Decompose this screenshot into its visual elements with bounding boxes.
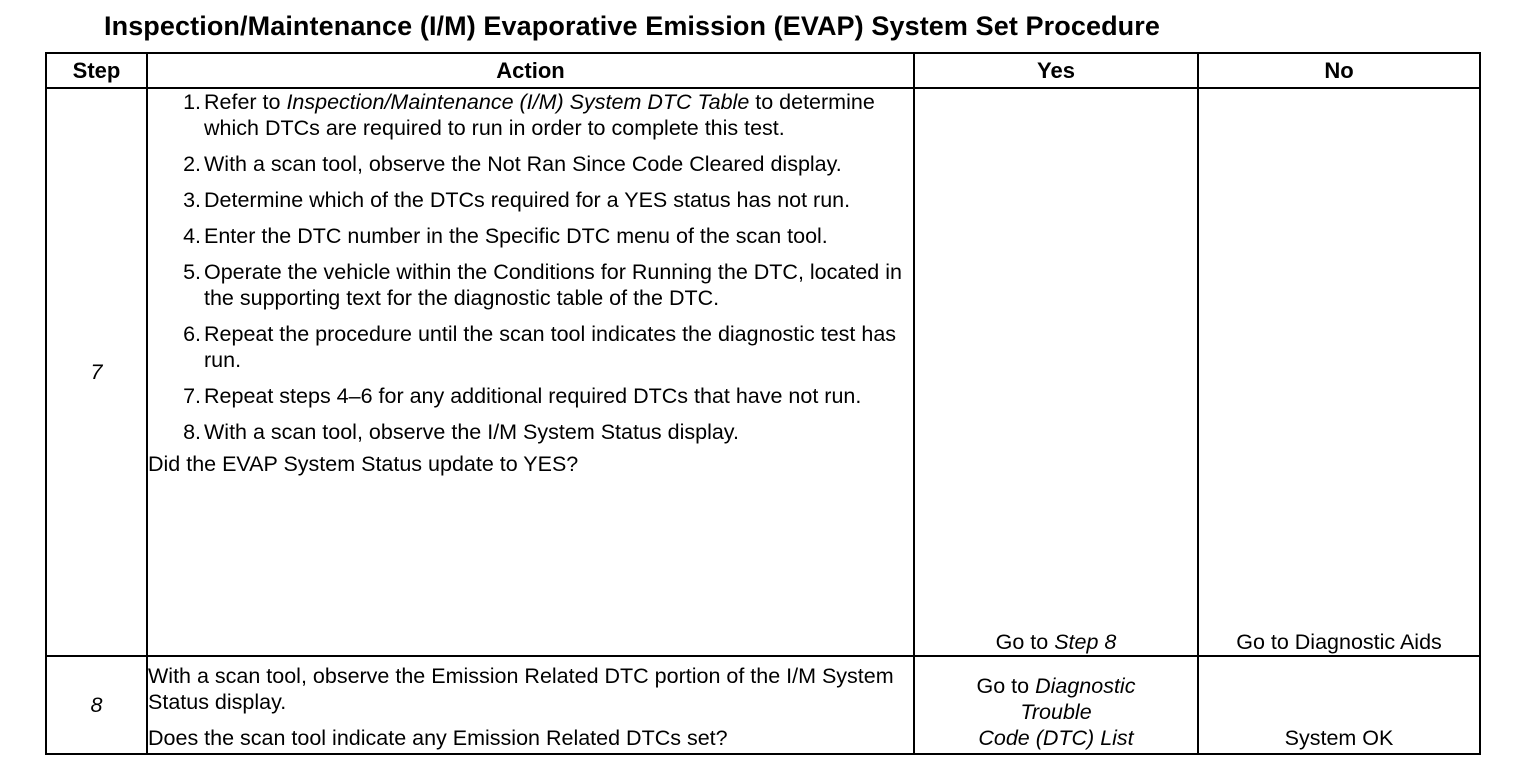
go-to-dtc-list-link[interactable] xyxy=(915,673,1197,751)
go-to-diagnostic-aids-link[interactable]: Go to Diagnostic Aids xyxy=(1236,630,1442,654)
table-reference-link[interactable]: Inspection/Maintenance (I/M) System DTC Table xyxy=(286,90,750,114)
step-question: Did the EVAP System Status update to YES? xyxy=(148,452,579,476)
item-text-pre: Refer to xyxy=(204,90,287,114)
item-text: Repeat steps 4–6 for any additional required DTCs that have not run. xyxy=(204,384,862,408)
item-text: Determine which of the DTCs required for a YES status has not run. xyxy=(204,188,851,212)
item-text: Enter the DTC number in the Specific DTC menu of the scan tool. xyxy=(204,224,828,248)
procedure-table xyxy=(45,52,1481,755)
list-item xyxy=(148,321,913,373)
item-text-post: to determine which DTCs are required to run in order to complete this test. xyxy=(204,90,875,140)
table-row-step-8 xyxy=(46,656,1480,754)
header-action: Action xyxy=(147,53,914,88)
step-number: 8 xyxy=(46,656,147,754)
list-item xyxy=(148,383,913,409)
header-step: Step xyxy=(46,53,147,88)
item-text xyxy=(204,89,913,141)
item-number: 7. xyxy=(183,384,201,408)
item-number: 4. xyxy=(183,224,201,248)
system-ok-text: System OK xyxy=(1284,726,1394,750)
yes-ref-line-2: Trouble xyxy=(1020,700,1092,724)
table-header-row xyxy=(46,53,1480,88)
item-number: 3. xyxy=(183,188,201,212)
step-number: 7 xyxy=(46,88,147,656)
list-item xyxy=(148,89,913,141)
go-to-step-8-link[interactable]: Step 8 xyxy=(1054,630,1117,654)
header-no: No xyxy=(1198,53,1480,88)
page-title: Inspection/Maintenance (I/M) Evaporative Emission (EVAP) System Set Procedure xyxy=(104,11,1160,41)
yes-text-pre: Go to xyxy=(995,630,1055,654)
item-number: 6. xyxy=(183,322,201,346)
action-step-list xyxy=(148,89,913,445)
action-cell xyxy=(147,656,914,754)
yes-ref-line-1: Diagnostic xyxy=(1035,674,1136,698)
yes-text-pre: Go to xyxy=(976,674,1036,698)
list-item xyxy=(148,151,913,177)
item-text: Repeat the procedure until the scan tool indicates the diagnostic test has run. xyxy=(204,322,897,372)
yes-ref-line-3: Code (DTC) List xyxy=(978,726,1134,750)
item-number: 2. xyxy=(183,152,201,176)
step-instruction: With a scan tool, observe the Emission Related DTC portion of the I/M System Status display. xyxy=(148,664,894,714)
no-cell xyxy=(1198,88,1480,656)
item-text: Operate the vehicle within the Conditions for Running the DTC, located in the supporting text for the diagnostic table of the DTC. xyxy=(204,260,902,310)
item-number: 8. xyxy=(183,420,201,444)
item-number: 5. xyxy=(183,260,201,284)
no-cell xyxy=(1198,656,1480,754)
item-text: With a scan tool, observe the I/M System Status display. xyxy=(204,420,739,444)
header-yes: Yes xyxy=(914,53,1198,88)
step-question: Does the scan tool indicate any Emission Related DTCs set? xyxy=(148,726,728,750)
item-text: With a scan tool, observe the Not Ran Since Code Cleared display. xyxy=(204,152,842,176)
yes-cell xyxy=(914,88,1198,656)
list-item xyxy=(148,223,913,249)
list-item xyxy=(148,187,913,213)
yes-cell xyxy=(914,656,1198,754)
item-number: 1. xyxy=(183,90,201,114)
table-row-step-7 xyxy=(46,88,1480,656)
action-cell xyxy=(147,88,914,656)
list-item xyxy=(148,419,913,445)
list-item xyxy=(148,259,913,311)
